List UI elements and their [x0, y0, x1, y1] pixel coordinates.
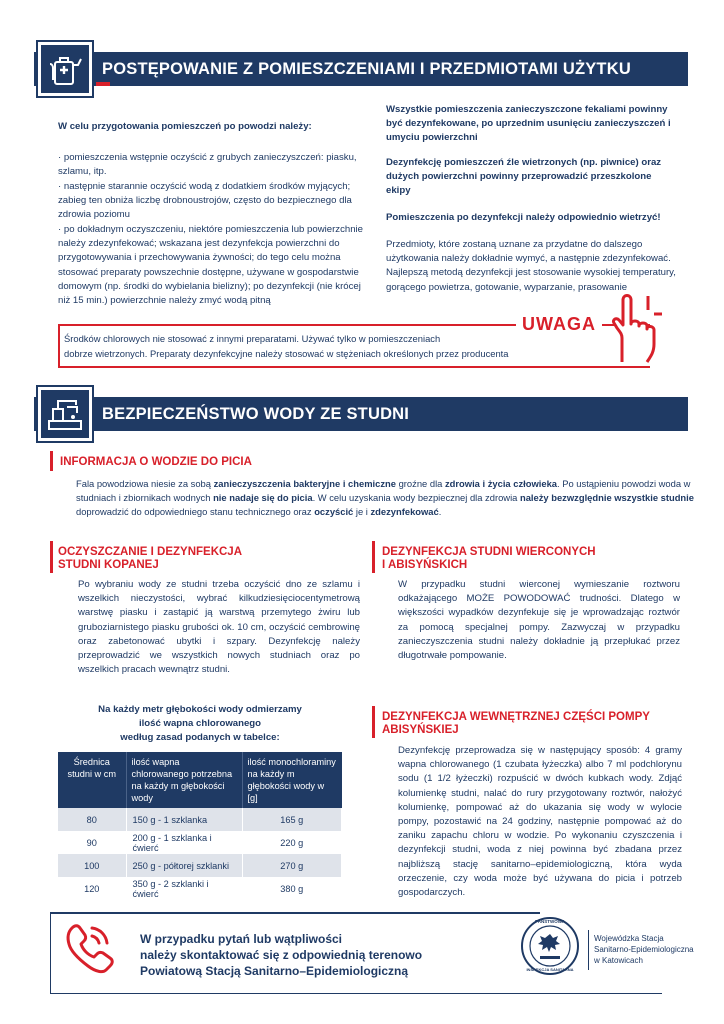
phone-icon [60, 918, 118, 976]
table-cell: 165 g [242, 808, 342, 831]
warning-text-1: Środków chlorowych nie stosować z innymi preparatami. Używać tylko w pomieszczeniach [64, 333, 441, 344]
pompa-heading-2: ABISYŃSKIEJ [382, 724, 459, 736]
kopane-heading-2: STUDNI KOPANEJ [58, 559, 159, 571]
seal-text-bottom: INSPEKCJA SANITARNA [526, 967, 574, 972]
org-line-2: Sanitarno-Epidemiologiczna [594, 945, 694, 954]
seal-icon [520, 916, 580, 976]
table-cell: 380 g [242, 877, 342, 900]
rooms-feces: Wszystkie pomieszczenia zanieczyszczone fekaliami powinny być dezynfekowane, po uprzednim usunięciu zanieczyszczeń i umyciu powierzchni [386, 104, 671, 144]
table-row [58, 808, 342, 831]
title-underline [96, 82, 110, 86]
chlorine-table [58, 752, 342, 900]
table-header-lime: ilość wapna chlorowanego potrzebna na każdy m głębokości wody [126, 752, 242, 808]
table-header-row [58, 752, 342, 808]
kopane-bar [50, 541, 53, 573]
section-title-well: BEZPIECZEŃSTWO WODY ZE STUDNI [102, 405, 410, 423]
table-caption-2: ilość wapna chlorowanego [138, 718, 262, 729]
section-header-rooms [34, 52, 688, 86]
warning-text-2: dobrze wietrzonych. Preparaty dezynfekcyjne należy stosować w stężeniach określonych przez producenta [64, 348, 509, 359]
table-cell: 250 g - półtorej szklanki [126, 854, 242, 877]
footer-divider [588, 930, 589, 970]
table-caption-3: według zasad podanych w tabelce: [120, 732, 280, 743]
section-header-well [34, 397, 688, 431]
table-cell: 200 g - 1 szklanka i ćwierć [126, 831, 242, 854]
kopane-heading-1: OCZYSZCZANIE I DEZYNFEKCJA [58, 546, 243, 558]
org-line-1: Wojewódzka Stacja [594, 934, 664, 943]
footer-line-2: należy skontaktować się z odpowiednią terenowo [140, 948, 423, 962]
rooms-bullet-2: · następnie starannie oczyścić wodą z dodatkiem środków myjących; zabieg ten obniża liczbę drobnoustrojów, często do bezpiecznego dla zdrowia poziomu [58, 181, 352, 221]
table-header-diameter: Średnica studni w cm [58, 752, 126, 808]
info-bar [50, 451, 53, 471]
rooms-bullet-1: · pomieszczenia wstępnie oczyścić z grubych zanieczyszczeń: piasku, szlamu, itp. [58, 152, 357, 178]
info-text: Fala powodziowa niesie za sobą zanieczyszczenia bakteryjne i chemiczne groźne dla zdrowia i życia człowieka. Po ustąpieniu powodzi woda w studniach i zbiornikach wodnych nie nadaje się do picia. W celu uzyskania wody bezpiecznej dla zdrowia należy bezwzględnie wszystkie studnie doprowadzić do odpowiedniego stanu technicznego oraz oczyścić je i zdezynfekować. [76, 478, 694, 518]
rooms-bullet-3: · po dokładnym oczyszczeniu, niektóre pomieszczenia lub powierzchnie należy zdezynfekować; wskazana jest dezynfekcja powierzchni do przygotowywania i przechowywania żywności; do tego celu można stosować preparaty powszechnie dostępne, używane w gospodarstwie domowym (np. środki do wybielania bielizny); po dezynfekcji (nie krócej niż 15 min.) powierzchnie należy zmyć wodą pitną [58, 224, 364, 307]
table-cell: 350 g - 2 szklanki i ćwierć [126, 877, 242, 900]
sprayer-icon [38, 42, 92, 96]
section-title-rooms: POSTĘPOWANIE Z POMIESZCZENIAMI I PRZEDMIOTAMI UŻYTKU [102, 60, 631, 78]
pompa-text: Dezynfekcję przeprowadza się w następujący sposób: 4 gramy wapna chlorowanego (1 czubata łyżeczka) albo 7 ml podchlorynu sodu (1 1/2 łyżeczki) rozpuścić w dwóch kubkach wody. Zdjąć kolumienkę studni, nalać do rury przygotowany roztwór, nałożyć kolumienkę, pompować aż do ukazania się wody w wylocie pompy, pozostawić na 24 godziny, następnie pompować aż do zaniku zapachu chloru w wodzie. Po wykonaniu czyszczenia i dezynfekcji studni, woda z niej powinna być zbadana przez najbliższą stację sanitarno–epidemiologiczną, która wyda orzeczenie, czy woda może być używana do picia i potrzeb gospodarczych. [398, 745, 682, 899]
table-row [58, 877, 342, 900]
table-caption-1: Na każdy metr głębokości wody odmierzamy [98, 704, 302, 715]
seal-text-top: PAŃSTWOWA [535, 919, 565, 924]
org-line-3: w Katowicach [594, 956, 643, 965]
table-cell: 150 g - 1 szklanka [126, 808, 242, 831]
wiercone-text: W przypadku studni wierconej wymieszanie roztworu odkażającego MOŻE POWODOWAĆ trudności. Dlatego w większości wypadków dezynfekuje się je wprowadzając roztwór za pomocą specjalnej pompy. Zazwyczaj w przypadku zanieczyszczenia studni należy dokładnie ją przepłukać przez długotrwałe pompowanie. [398, 579, 680, 662]
rooms-intro: W celu przygotowania pomieszczeń po powodzi należy: [58, 121, 312, 132]
table-cell: 270 g [242, 854, 342, 877]
table-cell: 80 [58, 808, 126, 831]
rooms-objects: Przedmioty, które zostaną uznane za przydatne do dalszego użytkowania należy dokładnie wymyć, a następnie zdezynfekować. Najlepszą metodą dezynfekcji jest stosowanie wysokiej temperatury, gorącego powietrza, gotowanie, wyparzanie, prasowanie [386, 239, 676, 293]
rooms-ventilate: Pomieszczenia po dezynfekcji należy odpowiednio wietrzyć! [386, 212, 661, 223]
table-cell: 100 [58, 854, 126, 877]
wiercone-heading-1: DEZYNFEKCJA STUDNI WIERCONYCH [382, 546, 596, 558]
table-cell: 220 g [242, 831, 342, 854]
table-cell: 90 [58, 831, 126, 854]
info-heading: INFORMACJA O WODZIE DO PICIA [60, 456, 252, 468]
table-cell: 120 [58, 877, 126, 900]
pompa-bar [372, 706, 375, 738]
footer-line-3: Powiatową Stacją Sanitarno–Epidemiologiczną [140, 964, 409, 978]
raised-finger-icon [598, 292, 662, 366]
wiercone-bar [372, 541, 375, 573]
rooms-cellars: Dezynfekcję pomieszczeń źle wietrzonych (np. piwnice) oraz dużych powierzchni powinny przeprowadzić przeszkolone ekipy [386, 157, 662, 197]
warning-label: UWAGA [516, 314, 602, 335]
table-row [58, 831, 342, 854]
well-pump-icon [38, 387, 92, 441]
footer-line-1: W przypadku pytań lub wątpliwości [140, 932, 343, 946]
table-row [58, 854, 342, 877]
footer-top-line [50, 912, 540, 914]
pompa-heading-1: DEZYNFEKCJA WEWNĘTRZNEJ CZĘŚCI POMPY [382, 711, 650, 723]
wiercone-heading-2: I ABISYŃSKICH [382, 559, 468, 571]
kopane-text: Po wybraniu wody ze studni trzeba oczyścić dno ze szlamu i wszelkich nieczystości, wybrać kilkudziesięciocentymetrową warstwę piasku i zastąpić ją warstwą przemytego żwiru lub gruboziarnistego piasku grubości ok. 10 cm, oczyścić cembrowinę oraz zabetonować ubytki i szpary. Dezynfekcję należy przeprowadzić we wszystkich nowych studniach oraz po wszelkich pracach wewnątrz studni. [78, 579, 360, 676]
table-header-monochloramine: ilość monochloraminy na każdy m głębokości wody w [g] [242, 752, 342, 808]
